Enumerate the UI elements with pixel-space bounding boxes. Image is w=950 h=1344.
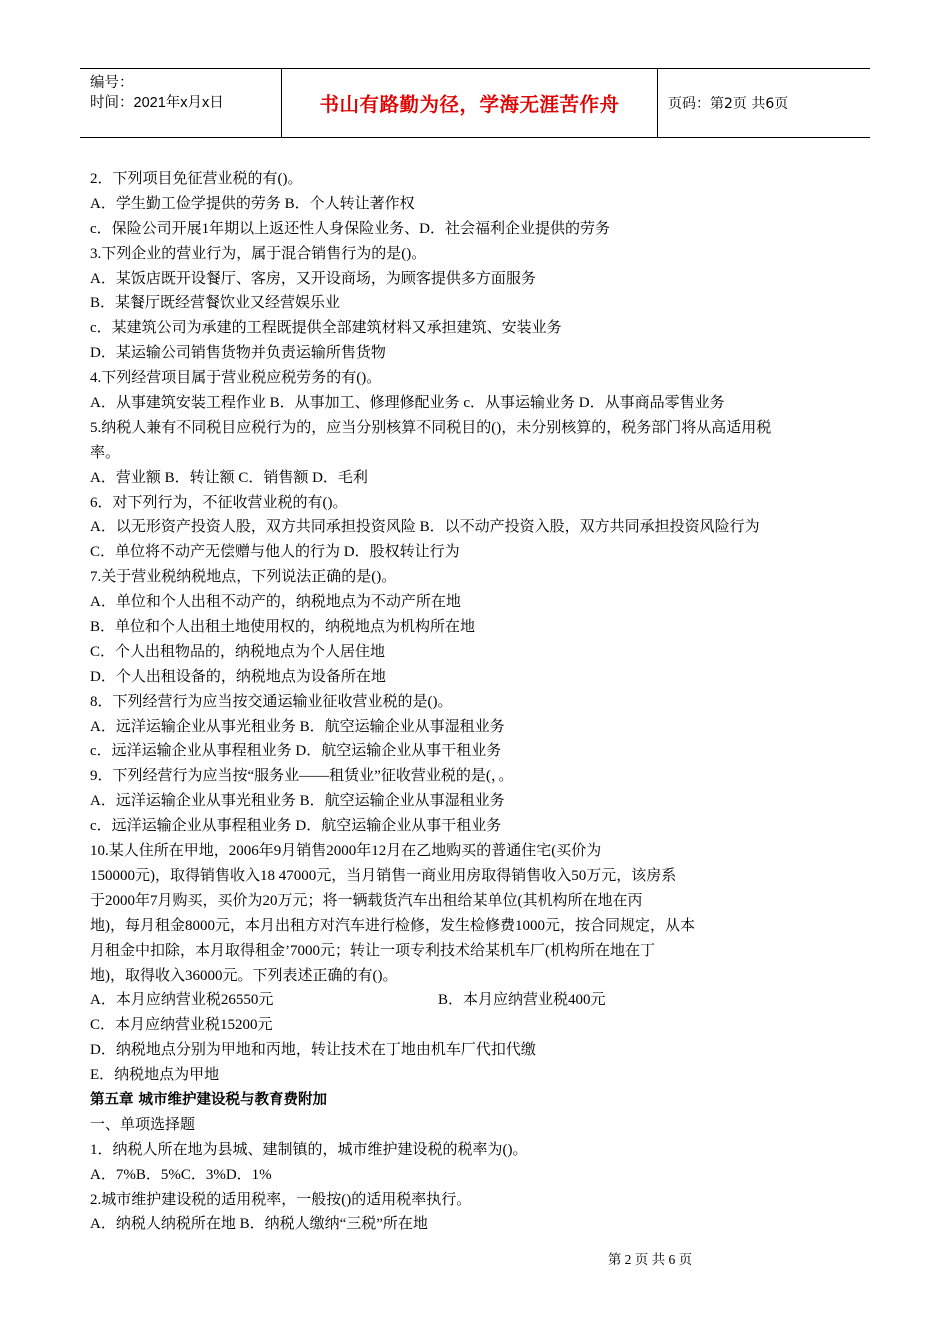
text-line: 4.下列经营项目属于营业税应税劳务的有()。	[90, 370, 382, 387]
text-line: 10.某人住所在甲地，2006年9月销售2000年12月在乙地购买的普通住宅(买价为	[90, 843, 602, 860]
text-line: A．某饭店既开设餐厅、客房，又开设商场，为顾客提供多方面服务	[90, 270, 536, 287]
text-line: 1．纳税人所在地为县城、建制镇的，城市维护建设税的税率为()。	[90, 1141, 528, 1158]
text-line: A．学生勤工俭学提供的劳务 B．个人转让著作权	[90, 195, 415, 212]
text-line: 3.下列企业的营业行为，属于混合销售行为的是()。	[90, 245, 427, 262]
text-line: 一、单项选择题	[90, 1116, 196, 1133]
text-line: 6．对下列行为，不征收营业税的有()。	[90, 494, 348, 511]
text-line: A．远洋运输企业从事光租业务 B．航空运输企业从事湿租业务	[90, 793, 505, 810]
text-line: 5.纳税人兼有不同税目应税行为的，应当分别核算不同税目的()，未分别核算的，税务部门将从高适用税	[90, 419, 772, 436]
page-footer: 第 2 页 共 6 页	[607, 1252, 693, 1267]
text-line: D．某运输公司销售货物并负责运输所售货物	[90, 345, 386, 362]
text-line: 月租金中扣除，本月取得租金’7000元；转让一项专利技术给某机车厂(机构所在地在丁	[90, 942, 655, 959]
text-line: 于2000年7月购买，买价为20万元；将一辆载货汽车出租给某单位(其机构所在地在丙	[90, 892, 643, 909]
text-line: 2.城市维护建设税的适用税率，一般按()的适用税率执行。	[90, 1191, 472, 1208]
option-b: B．本月应纳营业税400元	[438, 992, 606, 1009]
chapter-heading: 第五章 城市维护建设税与教育费附加	[90, 1091, 328, 1108]
text-line: 地)，每月租金8000元，本月出租方对汽车进行检修，发生检修费1000元，按合同规定，从本	[90, 917, 695, 934]
page-header	[80, 68, 870, 138]
text-line: A．7%B．5%C．3%D．1%	[90, 1166, 272, 1183]
answer-options-row	[90, 988, 870, 1013]
text-line: 率。	[90, 444, 121, 461]
text-line: 7.关于营业税纳税地点，下列说法正确的是()。	[90, 569, 397, 586]
header-motto: 书山有路勤为径，学海无涯苦作舟	[282, 69, 658, 137]
text-line: D．纳税地点分别为甲地和丙地，转让技术在丁地由机车厂代扣代缴	[90, 1042, 536, 1059]
document-time-label: 时间：2021年x月x日	[90, 95, 224, 111]
text-line: c．远洋运输企业从事程租业务 D．航空运输企业从事干租业务	[90, 743, 502, 760]
text-line: B．某餐厅既经营餐饮业又经营娱乐业	[90, 295, 341, 312]
text-line: 8．下列经营行为应当按交通运输业征收营业税的是()。	[90, 693, 453, 710]
text-line: c．保险公司开展1年期以上返还性人身保险业务、D．社会福利企业提供的劳务	[90, 220, 610, 237]
text-line: A．纳税人纳税所在地 B．纳税人缴纳“三税”所在地	[90, 1216, 428, 1233]
text-line: 地)，取得收入36000元。下列表述正确的有()。	[90, 967, 398, 984]
text-line: 9．下列经营行为应当按“服务业——租赁业”征收营业税的是(，。	[90, 768, 514, 785]
text-line: C．本月应纳营业税15200元	[90, 1017, 273, 1034]
text-line: A．从事建筑安装工程作业 B．从事加工、修理修配业务 c．从事运输业务 D．从事商品零售业务	[90, 395, 725, 412]
text-line: C．单位将不动产无偿赠与他人的行为 D．股权转让行为	[90, 544, 460, 561]
text-line: c．远洋运输企业从事程租业务 D．航空运输企业从事干租业务	[90, 818, 502, 835]
text-line: E．纳税地点为甲地	[90, 1067, 220, 1084]
text-line: A．以无形资产投资人股，双方共同承担投资风险 B．以不动产投资入股，双方共同承担投资风险行为	[90, 519, 760, 536]
document-number-label: 编号：	[90, 75, 134, 91]
text-line: D．个人出租设备的，纳税地点为设备所在地	[90, 668, 386, 685]
text-line: A．远洋运输企业从事光租业务 B．航空运输企业从事湿租业务	[90, 718, 505, 735]
text-line: 150000元)，取得销售收入18 47000元，当月销售一商业用房取得销售收入50万元，该房系	[90, 867, 677, 884]
option-a: A．本月应纳营业税26550元	[90, 992, 274, 1009]
text-line: A．营业额 B．转让额 C．销售额 D．毛利	[90, 469, 368, 486]
text-line: B．单位和个人出租土地使用权的，纳税地点为机构所在地	[90, 619, 476, 636]
text-line: 2．下列项目免征营业税的有()。	[90, 171, 303, 187]
header-meta	[80, 69, 282, 137]
document-body	[90, 167, 870, 1237]
text-line: A．单位和个人出租不动产的，纳税地点为不动产所在地	[90, 594, 461, 611]
header-page-info: 页码：第2页 共6页	[668, 96, 789, 112]
text-line: C．个人出租物品的，纳税地点为个人居住地	[90, 643, 386, 660]
text-line: c．某建筑公司为承建的工程既提供全部建筑材料又承担建筑、安装业务	[90, 320, 562, 337]
